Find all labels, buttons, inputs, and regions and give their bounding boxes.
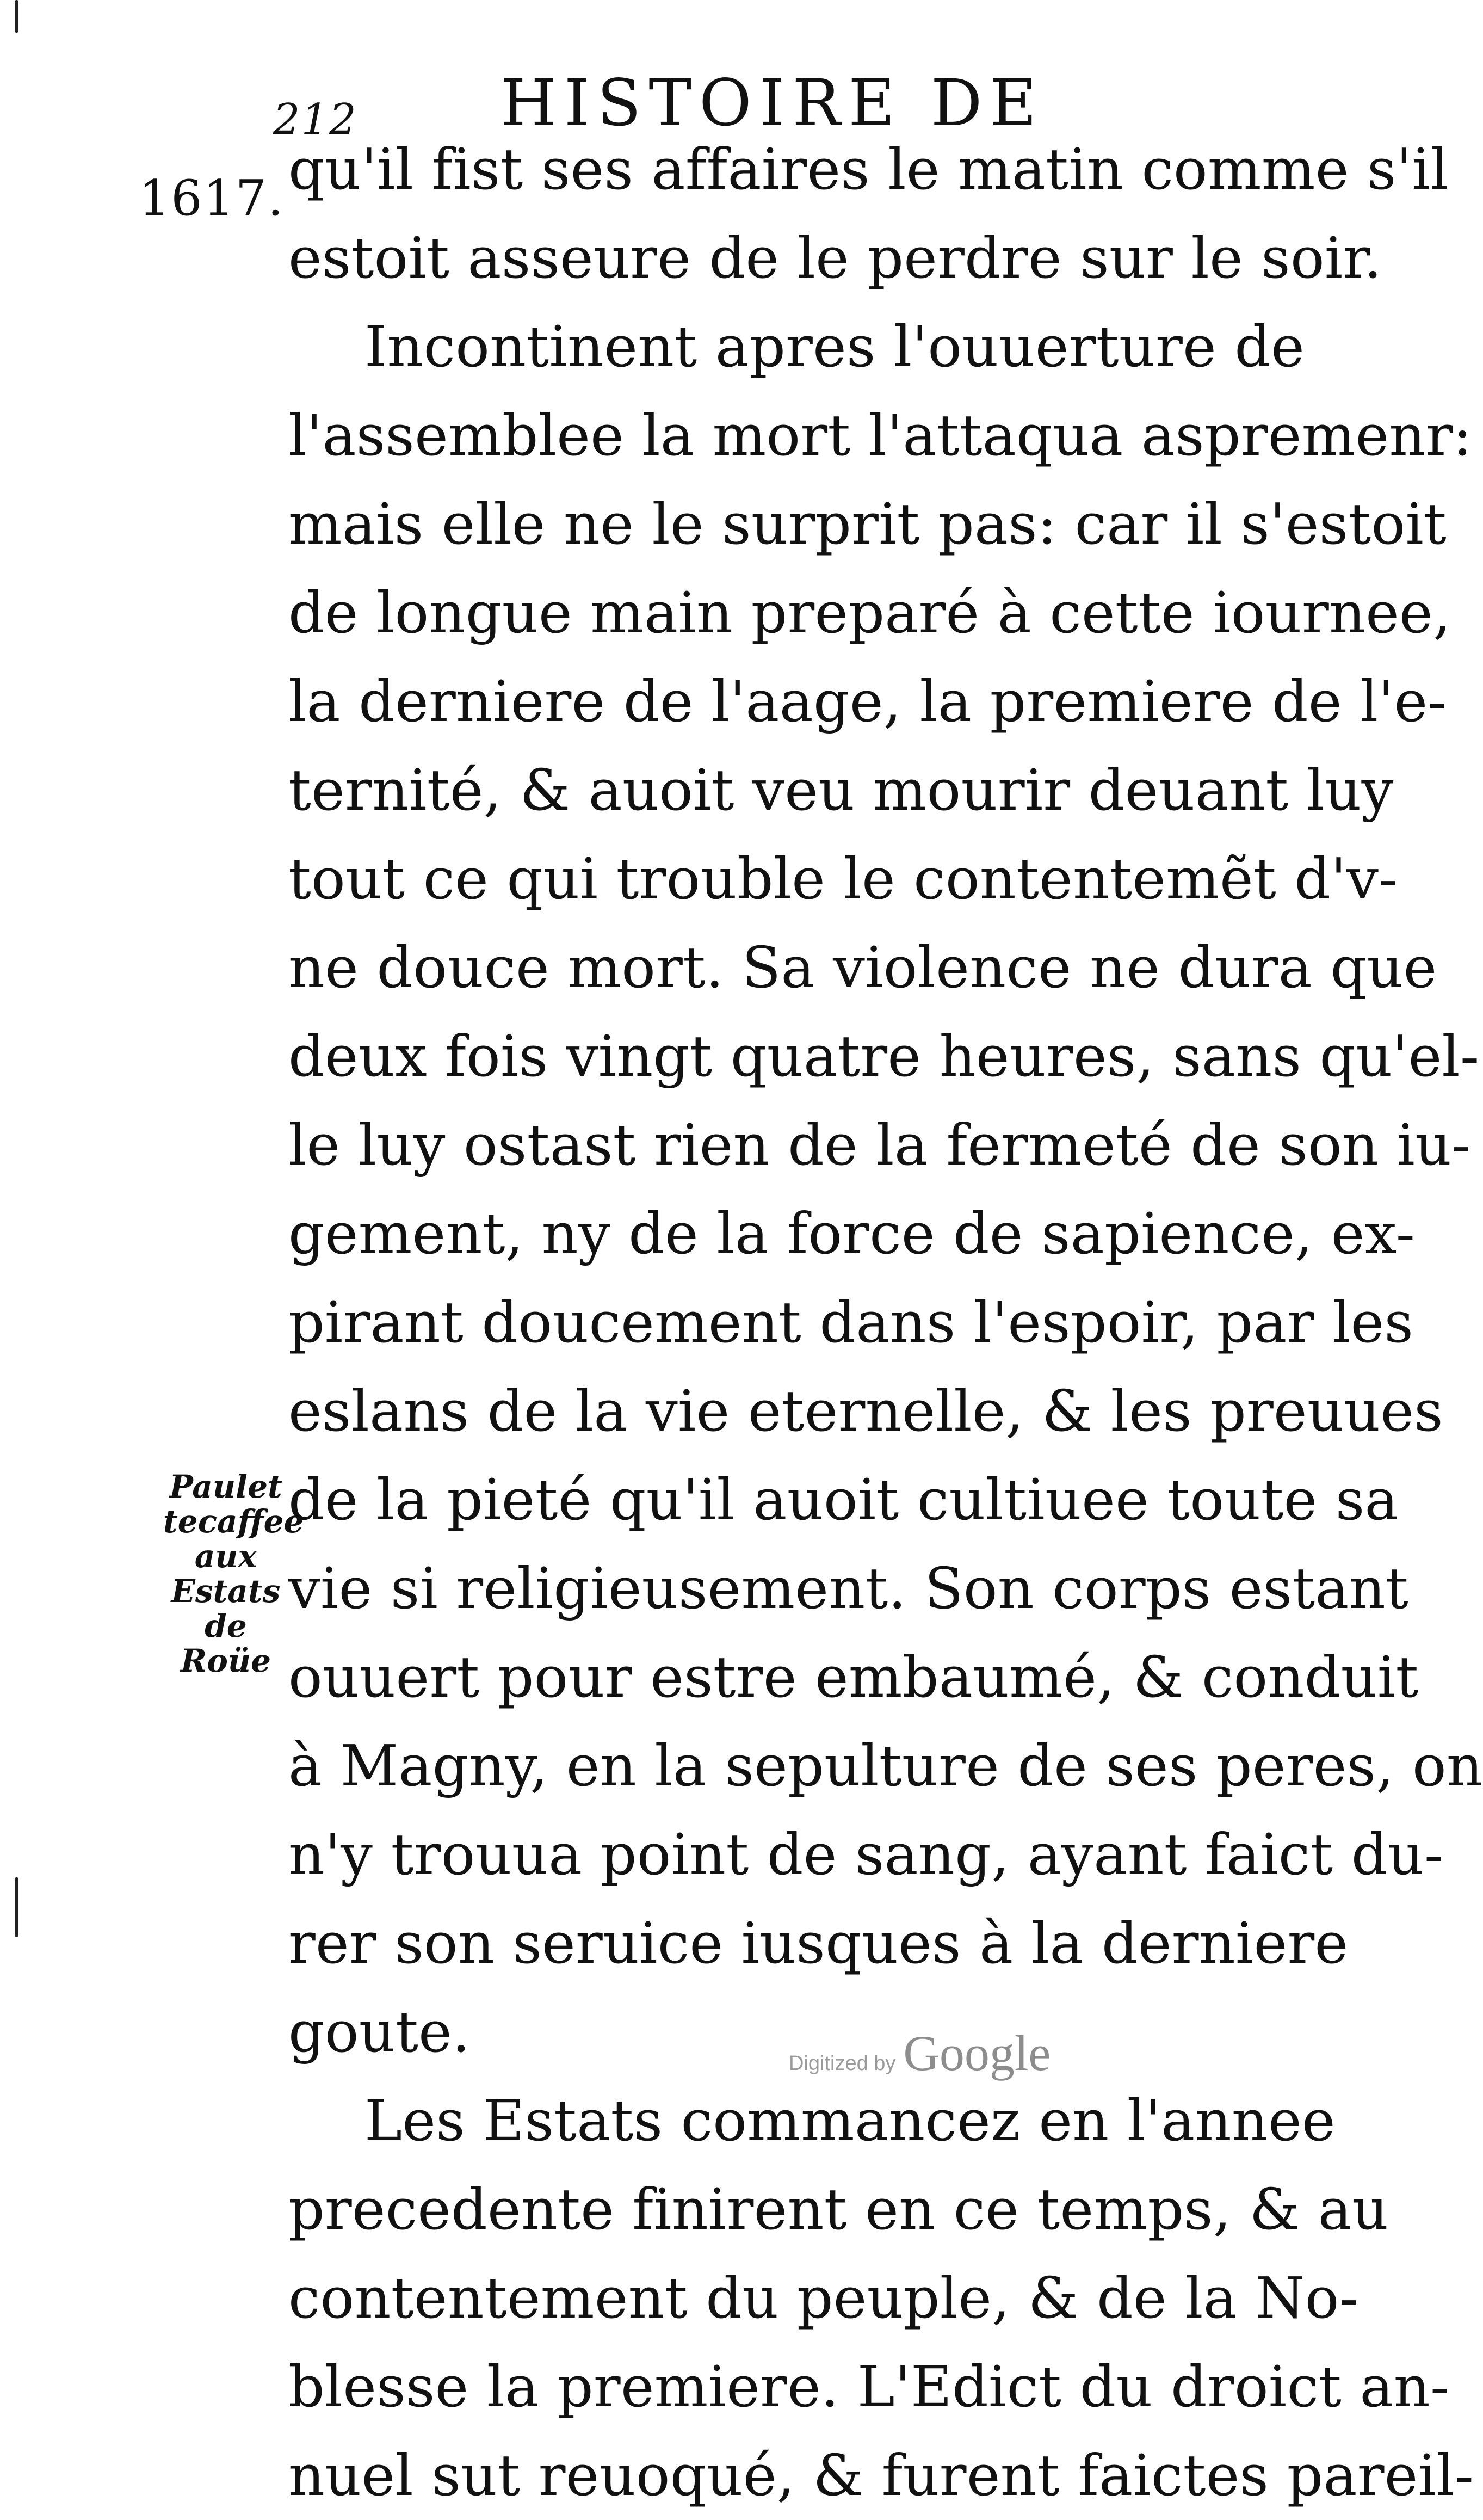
text-line: goute. — [288, 1999, 471, 2065]
text-line: vie si religieusement. Son corps estant — [288, 1555, 1409, 1622]
text-line: Incontinent apres l'ouuerture de — [364, 313, 1305, 380]
text-line: qu'il fist ses affaires le matin comme s'il — [288, 136, 1449, 202]
text-line: à Magny, en la sepulture de ses peres, on — [288, 1733, 1483, 1799]
margin-note-line: aux — [194, 1538, 257, 1575]
text-line: eslans de la vie eternelle, & les preuues — [288, 1378, 1443, 1444]
text-line: rer son seruice iusques à la derniere — [288, 1910, 1349, 1976]
watermark-prefix: Digitized by — [789, 2052, 896, 2075]
text-line: blesse la premiere. L'Edict du droict an- — [288, 2353, 1450, 2420]
text-line: de longue main preparé à cette iournee, — [288, 580, 1451, 646]
edge-mark — [15, 1877, 18, 1937]
text-line: la derniere de l'aage, la premiere de l'e- — [288, 668, 1447, 735]
edge-mark — [15, 0, 18, 33]
text-line: estoit asseure de le perdre sur le soir. — [288, 225, 1382, 291]
margin-year: 1617. — [139, 170, 285, 227]
text-line: de la pieté qu'il auoit cultiuee toute sa — [288, 1467, 1399, 1533]
text-line: l'assemblee la mort l'attaqua aspremenr: — [288, 402, 1473, 469]
text-line: n'y trouua point de sang, ayant faict du- — [288, 1821, 1444, 1888]
text-line: le luy ostast rien de la fermeté de son iu- — [288, 1112, 1471, 1178]
text-line: tout ce qui trouble le contentemẽt d'v- — [288, 846, 1398, 912]
page-edge-shadow — [15, 0, 17, 1959]
text-line: deux fois vingt quatre heures, sans qu'el- — [288, 1023, 1480, 1089]
text-line: ternité, & auoit veu mourir deuant luy — [288, 757, 1394, 823]
text-line: nuel sut reuoqué, & furent faictes pareil- — [288, 2442, 1474, 2509]
margin-note-line: tecaffee — [163, 1503, 304, 1540]
margin-note-line: Estats — [171, 1573, 281, 1610]
margin-note-line: de Roüe — [181, 1607, 271, 1679]
running-head: HISTOIRE DE — [500, 65, 1045, 140]
text-line: contentement du peuple, & de la No- — [288, 2265, 1359, 2331]
text-line: pirant doucement dans l'espoir, par les — [288, 1289, 1414, 1355]
page-number: 212 — [273, 95, 357, 144]
margin-note — [163, 1468, 304, 1679]
text-line: precedente finirent en ce temps, & au — [288, 2176, 1389, 2242]
google-logo: Google — [903, 2025, 1051, 2081]
digitized-watermark — [789, 2024, 1051, 2082]
text-line: ouuert pour estre embaumé, & conduit — [288, 1644, 1419, 1710]
text-line: mais elle ne le surprit pas: car il s'estoit — [288, 491, 1447, 557]
text-line: gement, ny de la force de sapience, ex- — [288, 1200, 1416, 1267]
body-text — [288, 125, 1483, 2520]
margin-note-line: Paulet — [169, 1468, 282, 1505]
text-line: Les Estats commancez en l'annee — [364, 2087, 1336, 2154]
text-line: ne douce mort. Sa violence ne dura que — [288, 934, 1437, 1001]
